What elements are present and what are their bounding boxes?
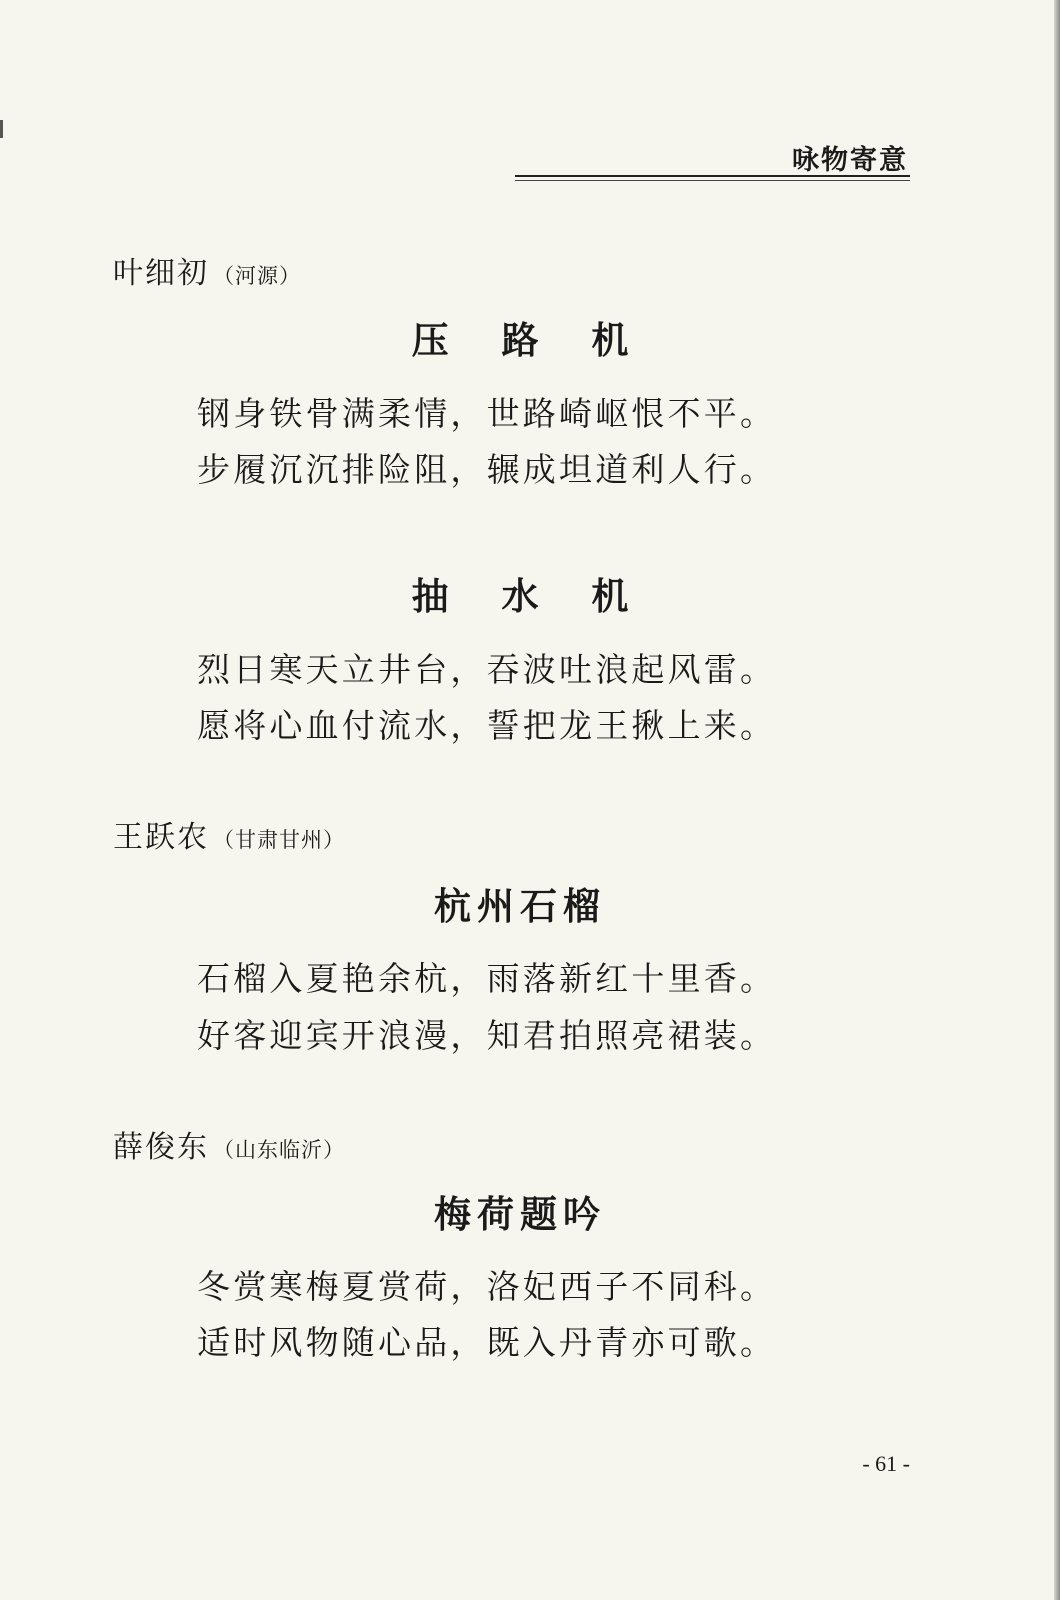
author-name: 薛俊东 [113, 1130, 209, 1165]
author-name: 王跃农 [113, 820, 209, 855]
author-line [113, 1122, 345, 1166]
page-number: - 61 - [862, 1451, 910, 1476]
poem-line: 石榴入夏艳余杭，雨落新红十里香。 [197, 959, 777, 998]
poem-line: 适时风物随心品，既入丹青亦可歌。 [197, 1323, 777, 1362]
poem-title: 梅荷题吟 [434, 1192, 606, 1236]
poem-line: 步履沉沉排险阻，辗成坦道利人行。 [197, 450, 777, 489]
poem-title: 杭州石榴 [434, 884, 606, 928]
poem-title: 抽 水 机 [411, 574, 649, 618]
author-place: （甘肃甘州） [213, 828, 345, 852]
author-line [113, 248, 301, 292]
poem-line: 好客迎宾开浪漫，知君拍照亮裙装。 [197, 1016, 777, 1055]
page-edge [1054, 0, 1060, 1600]
header-rule [515, 175, 910, 181]
margin-mark [0, 120, 3, 138]
poem-line: 钢身铁骨满柔情，世路崎岖恨不平。 [197, 394, 777, 433]
poem-line: 冬赏寒梅夏赏荷，洛妃西子不同科。 [197, 1267, 777, 1306]
poem-line: 烈日寒天立井台，吞波吐浪起风雷。 [197, 650, 777, 689]
author-line [113, 812, 345, 856]
author-name: 叶细初 [113, 256, 209, 291]
poem-title: 压 路 机 [411, 318, 649, 362]
poem-line: 愿将心血付流水，誓把龙王揪上来。 [197, 706, 777, 745]
author-place: （山东临沂） [213, 1138, 345, 1162]
running-head: 咏物寄意 [792, 145, 908, 176]
author-place: （河源） [213, 264, 301, 288]
